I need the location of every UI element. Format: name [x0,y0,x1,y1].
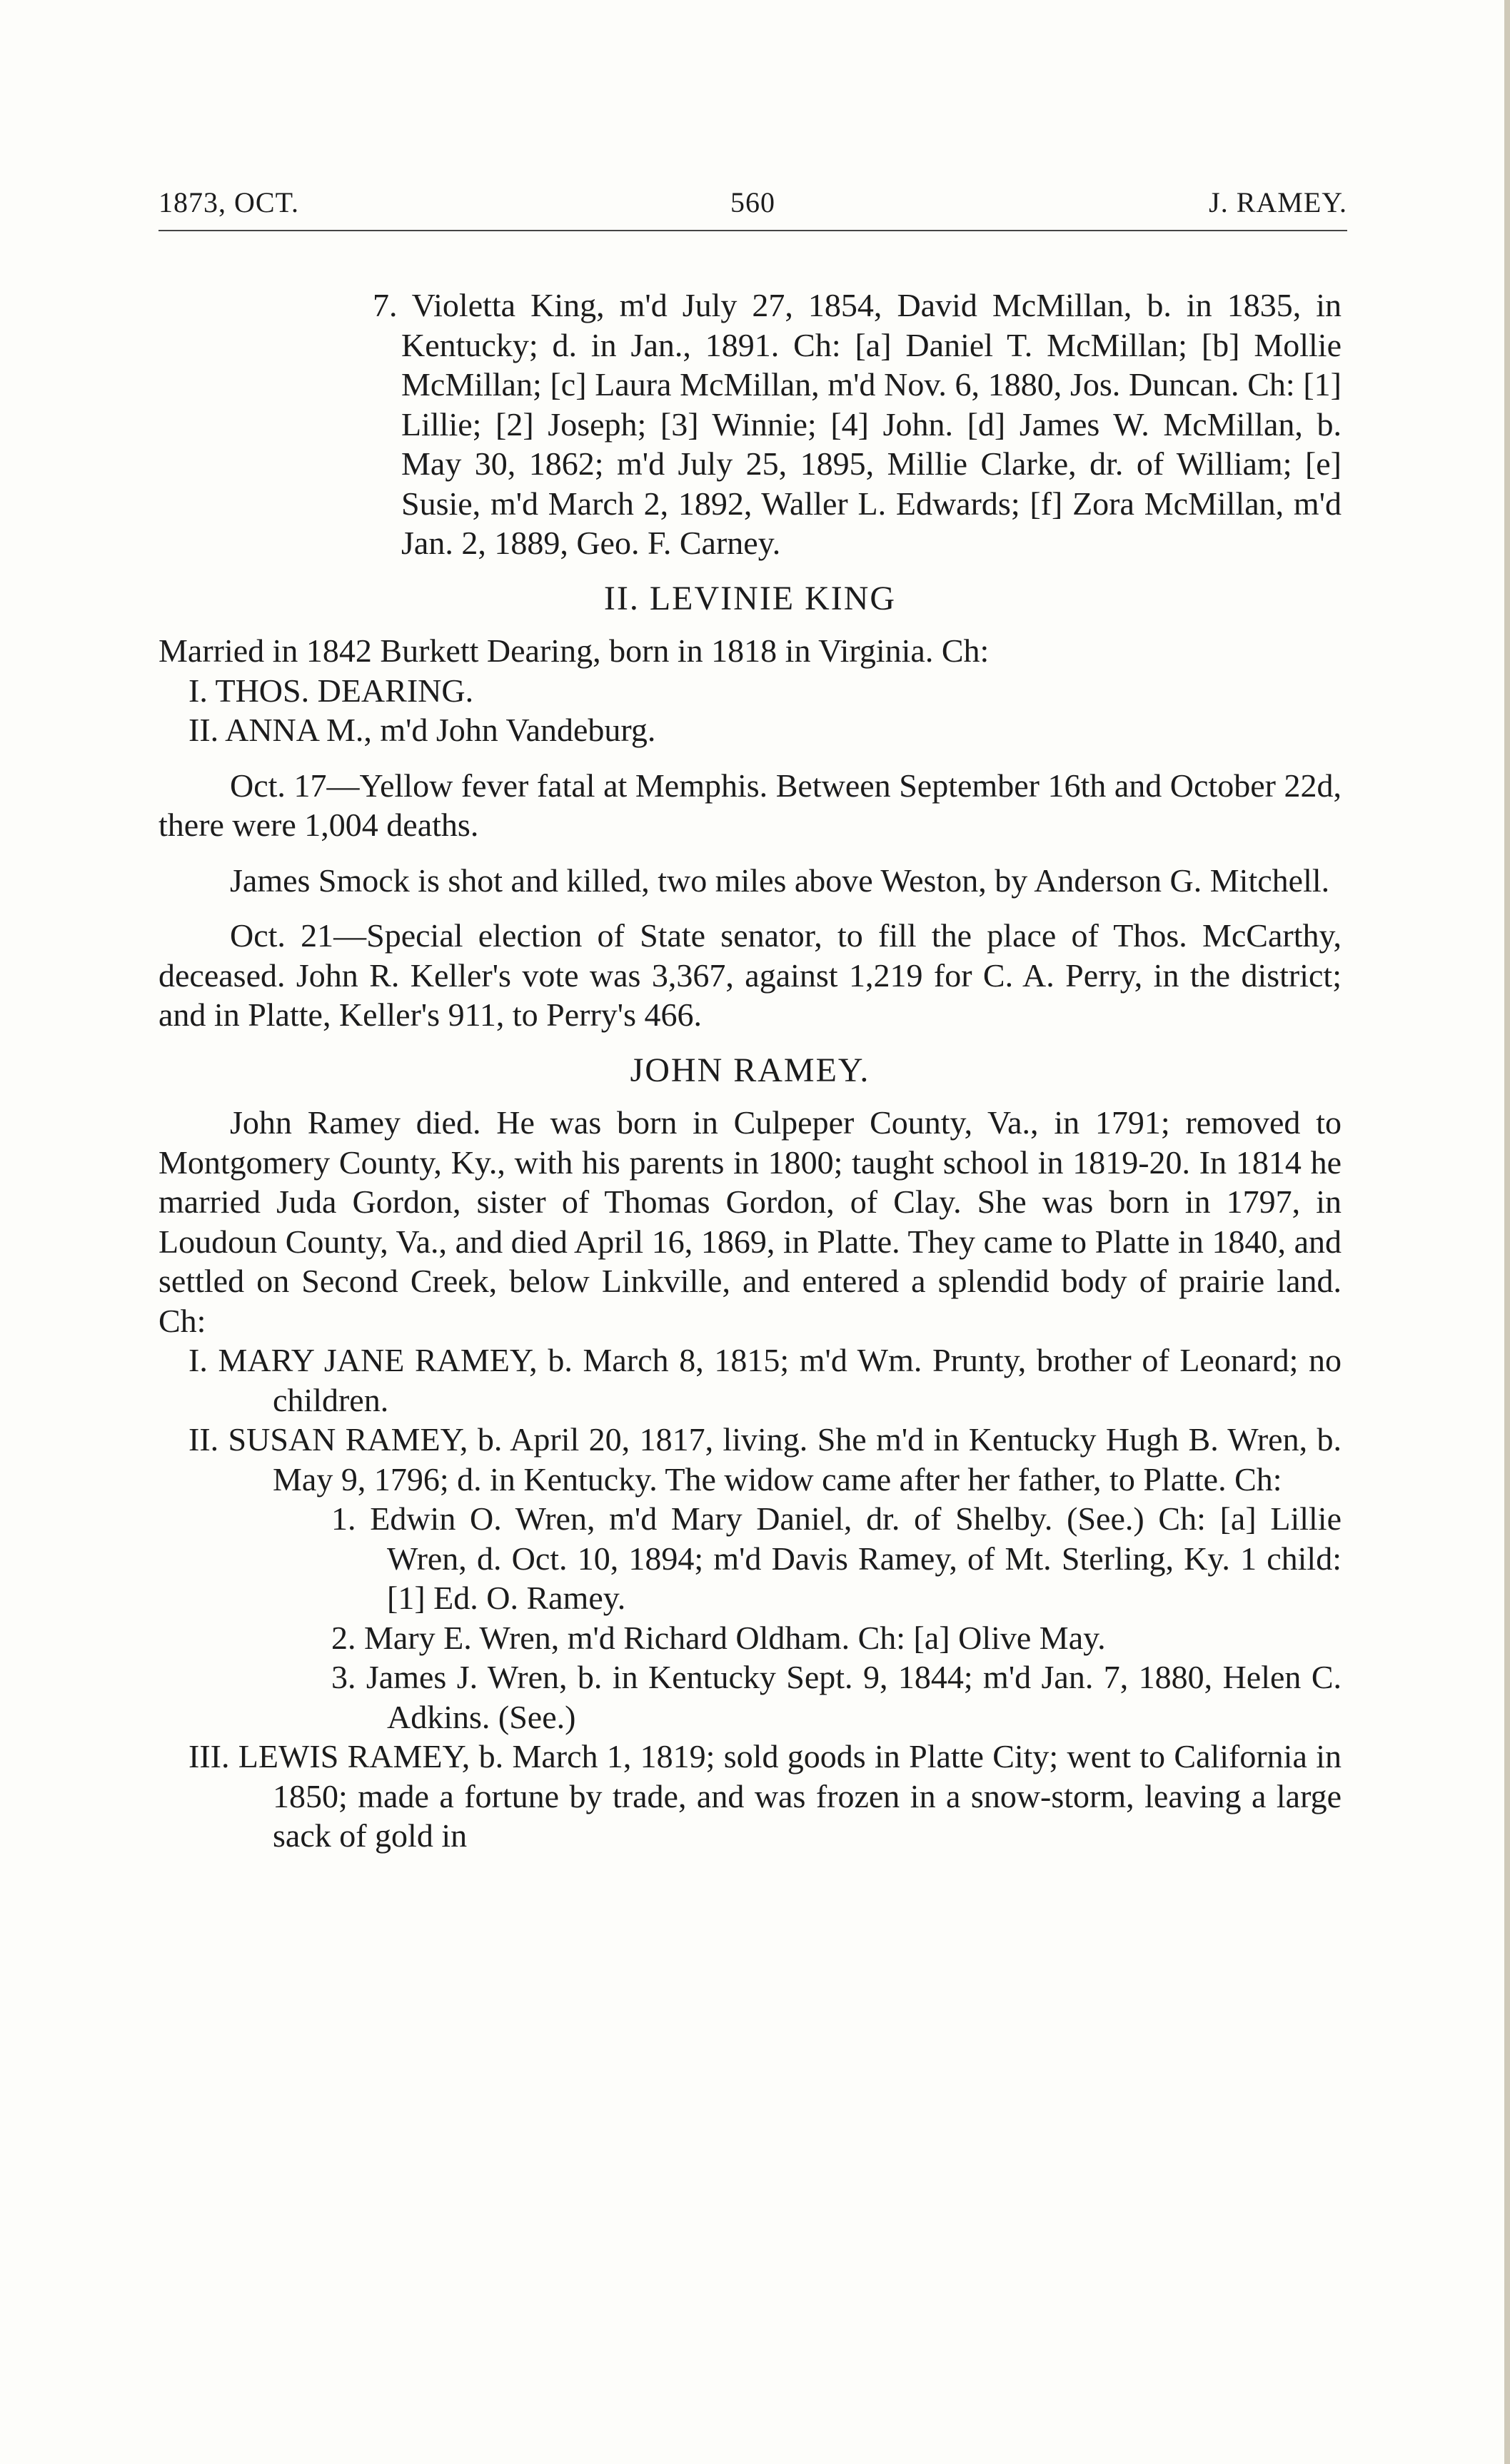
page-edge [1504,0,1510,2464]
event-james-smock: James Smock is shot and killed, two miles above Weston, by Anderson G. Mitchell. [230,862,1330,899]
header-rule [158,230,1347,231]
child-thos-dearing: I. THOS. DEARING. [188,672,474,709]
child-susan-ramey: II. SUSAN RAMEY, b. April 20, 1817, living. She m'd in Kentucky Hugh B. Wren, b. May 9, 1796; d. in Kentucky. The widow came after her father, to Platte. Ch: [188,1421,1342,1498]
running-header [158,186,1347,228]
section-heading-john-ramey: JOHN RAMEY. [630,1051,870,1089]
john-ramey-bio: John Ramey died. He was born in Culpeper County, Va., in 1791; removed to Montgomery County, Ky., with his parents in 1800; taught school in 1819-20. In 1814 he married Juda Gordon, sister of Thomas Gordon, of Clay. She was born in 1797, in Loudoun County, Va., and died April 16, 1869, in Platte. They came to Platte in 1840, and settled on Second Creek, below Linkville, and entered a splendid body of prairie land. Ch: [158,1104,1342,1339]
child-mary-jane-ramey: I. MARY JANE RAMEY, b. March 8, 1815; m'd Wm. Prunty, brother of Leonard; no children. [188,1342,1342,1418]
page-body [158,286,1342,1856]
grandchild-james-wren: 3. James J. Wren, b. in Kentucky Sept. 9, 1844; m'd Jan. 7, 1880, Helen C. Adkins. (See.) [331,1659,1342,1735]
header-subject: J. RAMEY. [1209,186,1347,218]
grandchild-edwin-wren: 1. Edwin O. Wren, m'd Mary Daniel, dr. of Shelby. (See.) Ch: [a] Lillie Wren, d. Oct. 10, 1894; m'd Davis Ramey, of Mt. Sterling, Ky. 1 child: [1] Ed. O. Ramey. [331,1500,1342,1616]
child-lewis-ramey: III. LEWIS RAMEY, b. March 1, 1819; sold goods in Platte City; went to California in 1850; made a fortune by trade, and was frozen in a snow-storm, leaving a large sack of gold in [188,1738,1342,1854]
event-special-election: Oct. 21—Special election of State senator, to fill the place of Thos. McCarthy, deceased. John R. Keller's vote was 3,367, against 1,219 for C. A. Perry, in the district; and in Platte, Keller's 911, to Perry's 466. [158,917,1342,1033]
header-date: 1873, OCT. [158,186,300,218]
section-heading-levinie-king: II. LEVINIE KING [603,579,897,617]
page-number: 560 [730,186,775,218]
event-yellow-fever: Oct. 17—Yellow fever fatal at Memphis. Between September 16th and October 22d, there were 1,004 deaths. [158,767,1342,843]
levinie-marriage: Married in 1842 Burkett Dearing, born in 1818 in Virginia. Ch: [158,632,990,669]
grandchild-mary-wren: 2. Mary E. Wren, m'd Richard Oldham. Ch: [a] Olive May. [331,1619,1106,1656]
child-anna-m: II. ANNA M., m'd John Vandeburg. [188,712,656,748]
entry-violetta-king: 7. Violetta King, m'd July 27, 1854, David McMillan, b. in 1835, in Kentucky; d. in Jan., 1891. Ch: [a] Daniel T. McMillan; [b] Mollie McMillan; [c] Laura McMillan, m'd Nov. 6, 1880, Jos. Duncan. Ch: [1] Lillie; [2] Joseph; [3] Winnie; [4] John. [d] James W. McMillan, b. May 30, 1862; m'd July 25, 1895, Millie Clarke, dr. of William; [e] Susie, m'd March 2, 1892, Waller L. Edwards; [f] Zora McMillan, m'd Jan. 2, 1889, Geo. F. Carney. [373,287,1342,561]
